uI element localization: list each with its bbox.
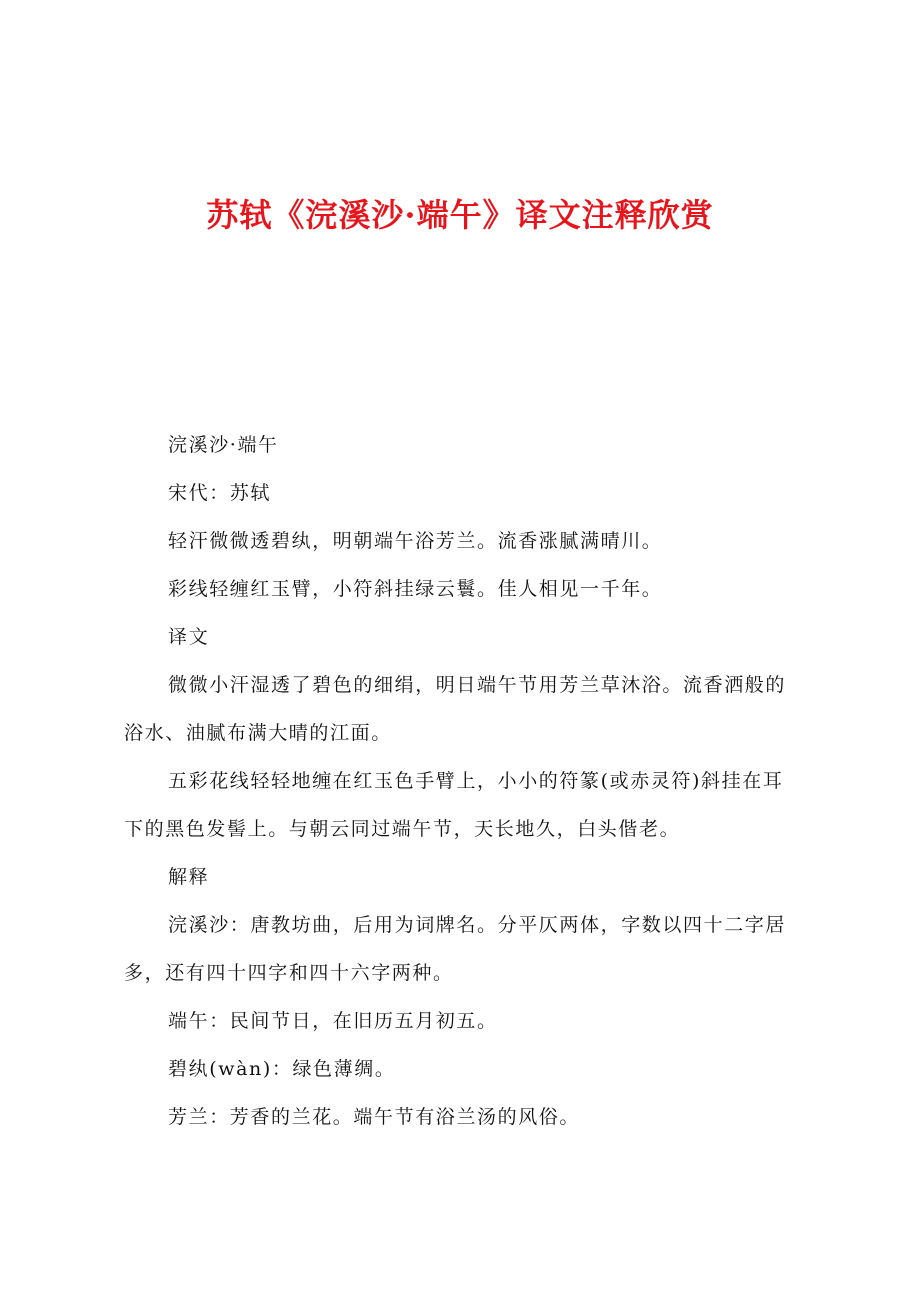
poem-title: 浣溪沙·端午 — [168, 434, 279, 456]
document-body — [124, 421, 796, 1141]
note-paragraph-1: 浣溪沙：唐教坊曲，后用为词牌名。分平仄两体，字数以四十二字居多，还有四十四字和四十六字两种。 — [124, 914, 787, 984]
note-paragraph-4: 芳兰：芳香的兰花。端午节有浴兰汤的风俗。 — [168, 1106, 581, 1128]
poem-line-2: 彩线轻缠红玉臂，小符斜挂绿云鬟。佳人相见一千年。 — [168, 578, 663, 600]
translation-paragraph-2: 五彩花线轻轻地缠在红玉色手臂上，小小的符篆(或赤灵符)斜挂在耳下的黑色发髻上。与朝云同过端午节，天长地久，白头偕老。 — [124, 770, 784, 840]
poem-line-1: 轻汗微微透碧纨，明朝端午浴芳兰。流香涨腻满晴川。 — [168, 530, 663, 552]
section-heading-translation: 译文 — [168, 626, 210, 648]
poem-author: 宋代：苏轼 — [168, 482, 272, 504]
note-paragraph-3: 碧纨(wàn)：绿色薄绸。 — [168, 1058, 396, 1080]
note-paragraph-2: 端午：民间节日，在旧历五月初五。 — [168, 1010, 498, 1032]
section-heading-notes: 解释 — [168, 866, 210, 888]
document-title: 苏轼《浣溪沙·端午》译文注释欣赏 — [206, 196, 714, 234]
translation-paragraph-1: 微微小汗湿透了碧色的细绢，明日端午节用芳兰草沐浴。流香洒般的浴水、油腻布满大晴的江面。 — [124, 674, 787, 744]
